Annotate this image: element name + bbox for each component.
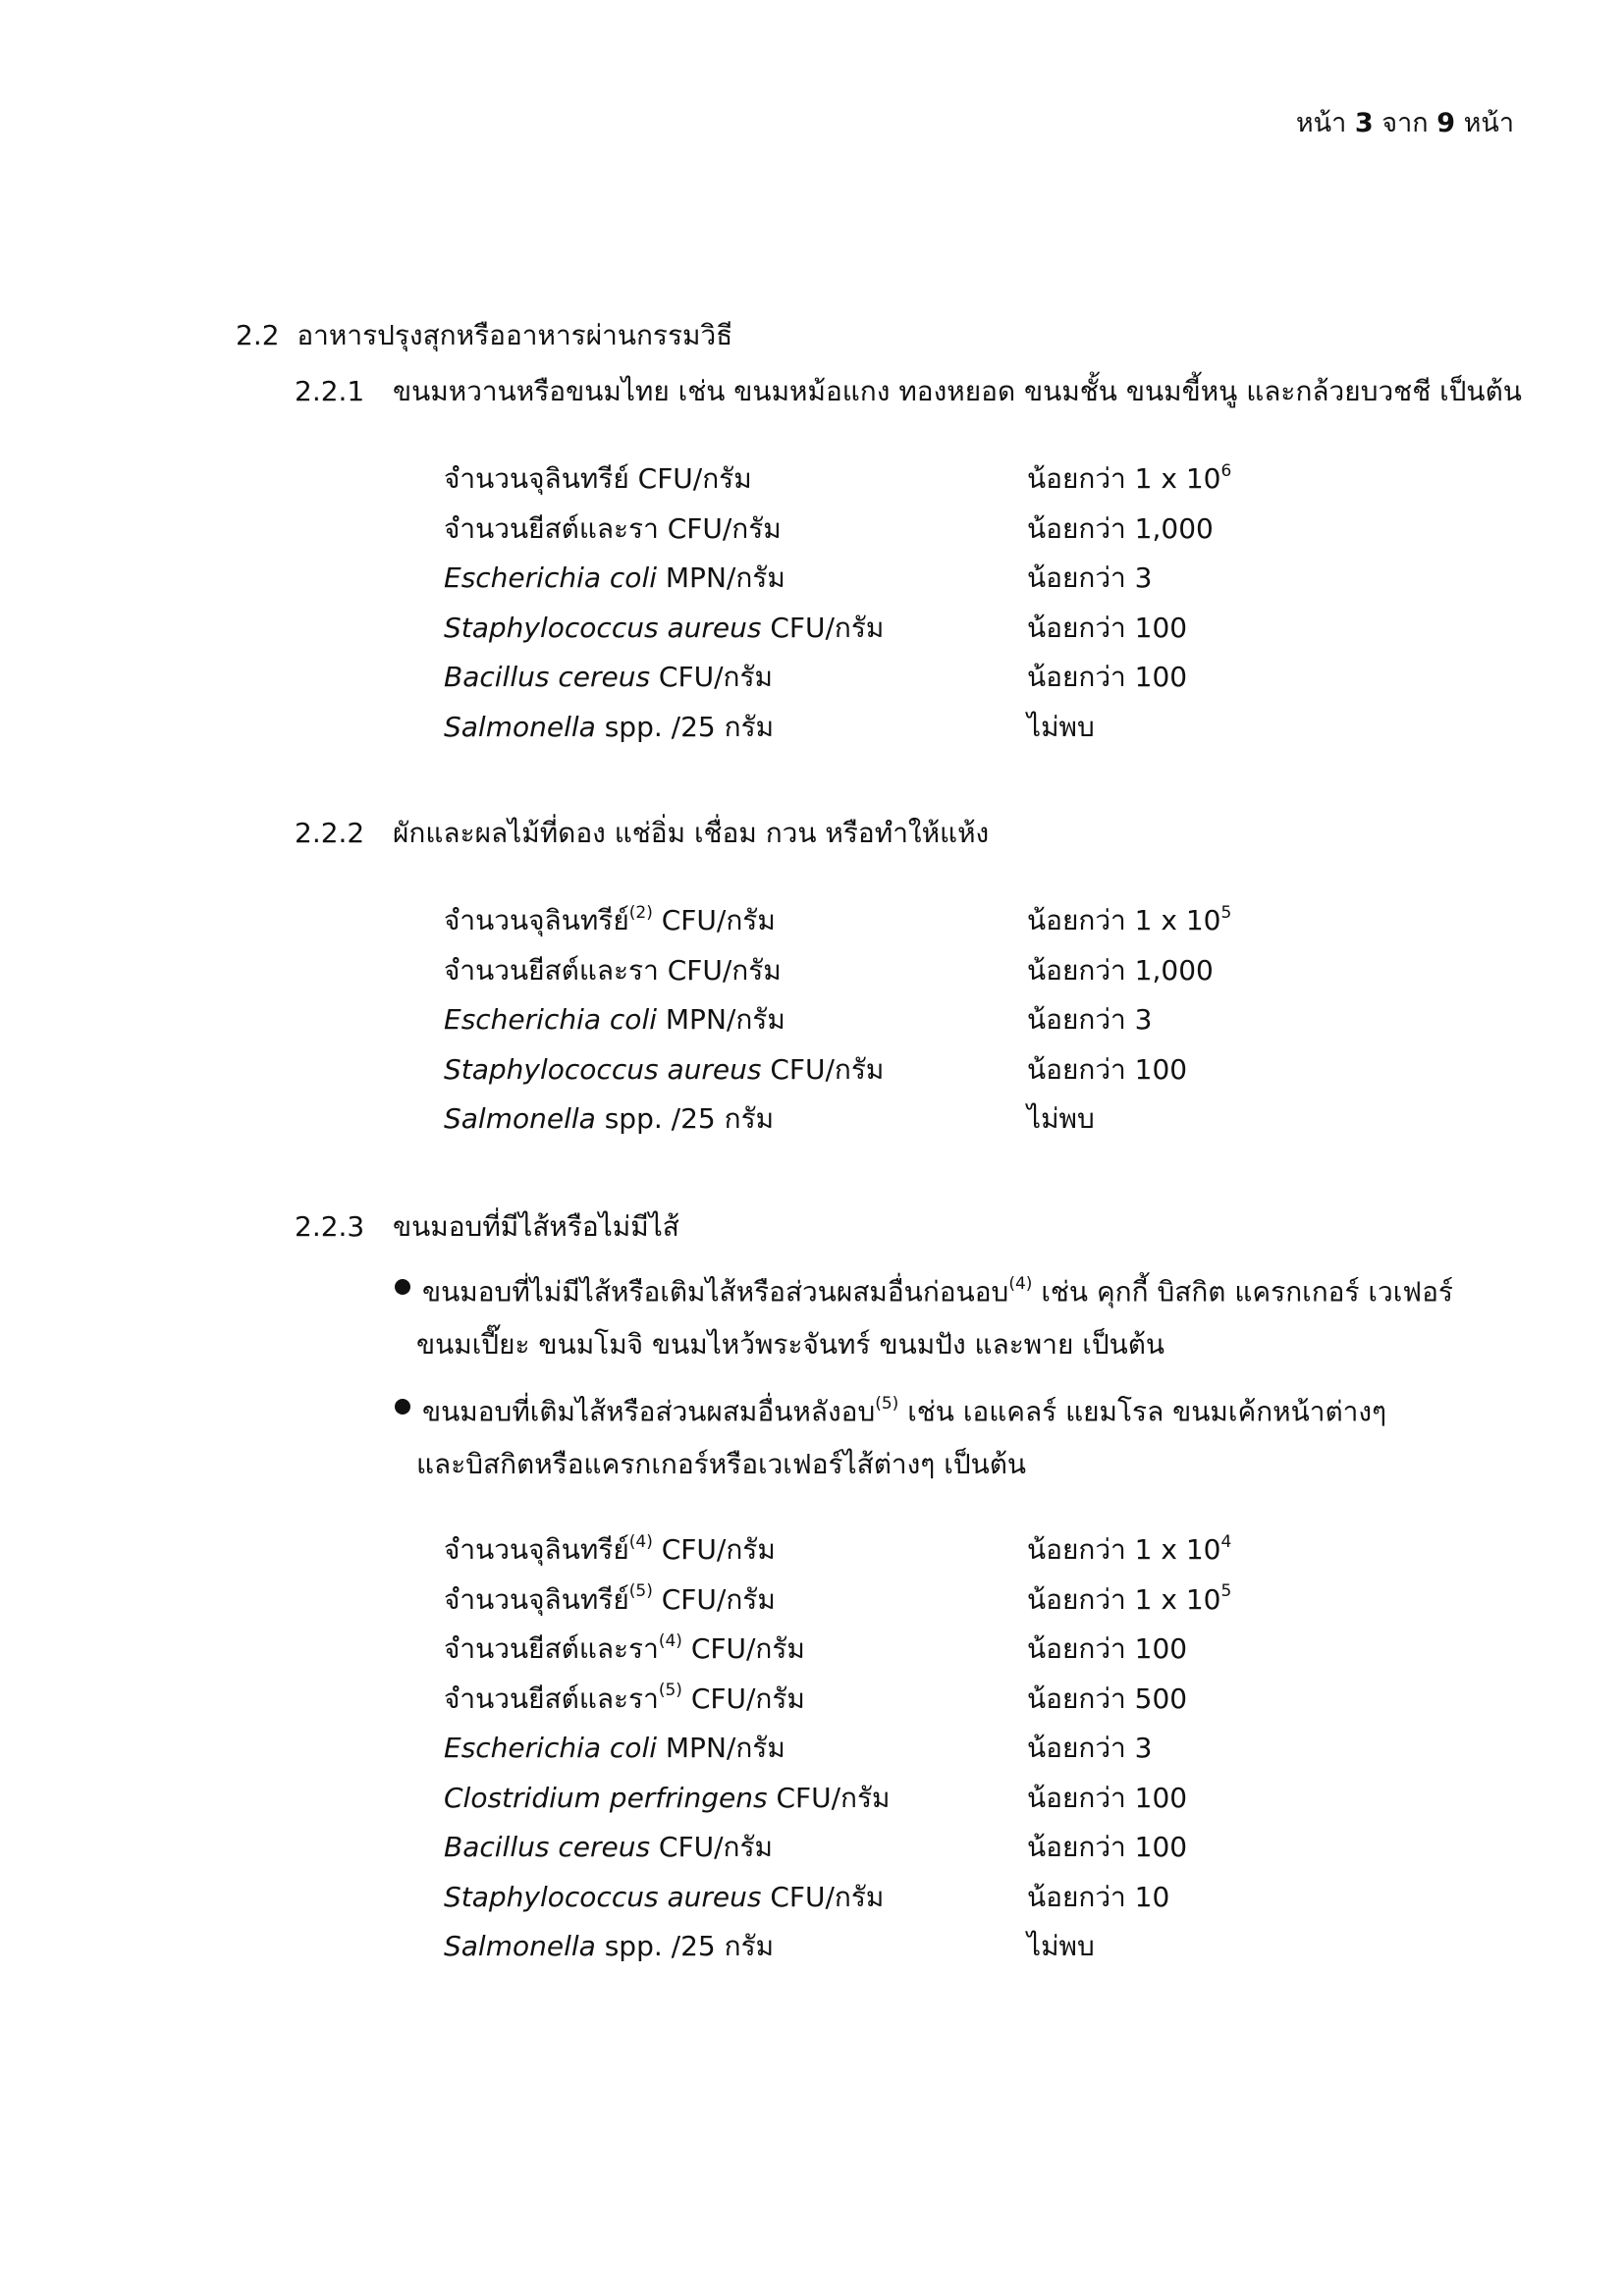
organism-name: Bacillus cereus bbox=[444, 1831, 651, 1863]
criterion-limit: น้อยกว่า 1 x $10^4$ bbox=[1027, 1531, 1232, 1566]
criteria-row bbox=[444, 899, 1327, 942]
subsection-heading-222 bbox=[295, 812, 989, 855]
criteria-row bbox=[444, 1727, 1327, 1770]
page-middle: จาก bbox=[1381, 108, 1429, 138]
criterion-name: จำนวนจุลินทรีย์$^{(5)}$ CFU/กรัม bbox=[444, 1581, 776, 1616]
organism-name: Escherichia coli bbox=[444, 561, 657, 594]
page-number bbox=[1296, 101, 1514, 143]
criteria-row bbox=[444, 1777, 1327, 1820]
criteria-row bbox=[444, 949, 1327, 992]
bullet-line-2: ขนมเปี๊ยะ ขนมโมจิ ขนมไหว้พระจันทร์ ขนมปัง และพาย เป็นต้น bbox=[416, 1328, 1165, 1361]
criteria-row bbox=[444, 457, 1327, 501]
footnote-marker: (4) bbox=[628, 1531, 653, 1552]
criteria-row bbox=[444, 507, 1327, 551]
page-current: 3 bbox=[1354, 108, 1374, 138]
criterion-limit: น้อยกว่า 100 bbox=[1027, 1831, 1188, 1863]
organism-name: Clostridium perfringens bbox=[444, 1781, 768, 1814]
criterion-name: Bacillus cereus CFU/กรัม bbox=[444, 661, 773, 693]
exponent: 4 bbox=[1220, 1531, 1232, 1552]
bullet-dot bbox=[395, 1279, 410, 1295]
criterion-name: Salmonella spp. /25 กรัม bbox=[444, 1102, 775, 1135]
organism-name: Staphylococcus aureus bbox=[444, 611, 762, 644]
criterion-limit: น้อยกว่า 1,000 bbox=[1027, 511, 1214, 545]
page-suffix: หน้า bbox=[1463, 108, 1514, 138]
page-total: 9 bbox=[1436, 108, 1455, 138]
criterion-limit: น้อยกว่า 1,000 bbox=[1027, 953, 1214, 987]
criteria-row bbox=[444, 1925, 1327, 1968]
criterion-name: Bacillus cereus CFU/กรัม bbox=[444, 1831, 773, 1863]
criteria-row bbox=[444, 557, 1327, 600]
criterion-limit: น้อยกว่า 100 bbox=[1027, 611, 1188, 644]
organism-name: Bacillus cereus bbox=[444, 661, 651, 693]
subsection-number: 2.2.2 bbox=[295, 817, 365, 849]
criterion-name: จำนวนยีสต์และรา$^{(4)}$ CFU/กรัม bbox=[444, 1630, 805, 1665]
criterion-name: จำนวนยีสต์และรา CFU/กรัม bbox=[444, 511, 782, 545]
criterion-limit: น้อยกว่า 3 bbox=[1027, 561, 1153, 594]
criterion-limit: น้อยกว่า 100 bbox=[1027, 1632, 1188, 1665]
criteria-row bbox=[444, 1578, 1327, 1622]
section-number: 2.2 bbox=[236, 319, 280, 351]
criteria-row bbox=[444, 1678, 1327, 1721]
footnote-marker: (5) bbox=[628, 1581, 653, 1602]
criterion-name: จำนวนจุลินทรีย์$^{(2)}$ CFU/กรัม bbox=[444, 902, 776, 936]
footnote-marker: (5) bbox=[658, 1681, 682, 1701]
criterion-name: Staphylococcus aureus CFU/กรัม bbox=[444, 611, 885, 644]
criterion-limit: ไม่พบ bbox=[1027, 1102, 1095, 1135]
subsection-title: ขนมอบที่มีไส้หรือไม่มีไส้ bbox=[393, 1210, 679, 1243]
exponent: 6 bbox=[1220, 460, 1232, 481]
criterion-name: Clostridium perfringens CFU/กรัม bbox=[444, 1781, 891, 1814]
exponent: 5 bbox=[1220, 902, 1232, 923]
subsection-heading-223 bbox=[295, 1205, 679, 1249]
page-prefix: หน้า bbox=[1295, 108, 1347, 138]
criteria-row bbox=[444, 607, 1327, 650]
section-heading bbox=[236, 314, 732, 357]
subsection-title: ผักและผลไม้ที่ดอง แช่อิ่ม เชื่อม กวน หรือทำให้แห้ง bbox=[393, 817, 990, 849]
criterion-name: จำนวนจุลินทรีย์ CFU/กรัม bbox=[444, 462, 752, 495]
footnote-marker: (2) bbox=[628, 902, 653, 923]
criterion-limit: น้อยกว่า 3 bbox=[1027, 1003, 1153, 1036]
section-title: อาหารปรุงสุกหรืออาหารผ่านกรรมวิธี bbox=[297, 319, 733, 351]
criterion-name: Staphylococcus aureus CFU/กรัม bbox=[444, 1880, 885, 1913]
criterion-limit: น้อยกว่า 1 x $10^5$ bbox=[1027, 1581, 1232, 1616]
criterion-limit: ไม่พบ bbox=[1027, 1930, 1095, 1962]
criterion-limit: น้อยกว่า 100 bbox=[1027, 661, 1188, 693]
organism-name: Salmonella bbox=[444, 1102, 596, 1135]
bullet-line-1: ขนมอบที่ไม่มีไส้หรือเติมไส้หรือส่วนผสมอื่นก่อนอบ$^{(4)}$ เช่น คุกกี้ บิสกิต แครกเกอร์ เวเฟอร์ bbox=[422, 1274, 1453, 1308]
criterion-name: Salmonella spp. /25 กรัม bbox=[444, 710, 775, 743]
criteria-row bbox=[444, 1097, 1327, 1141]
criteria-row bbox=[444, 1876, 1327, 1919]
subsection-number: 2.2.1 bbox=[295, 375, 365, 407]
criterion-limit: น้อยกว่า 1 x $10^5$ bbox=[1027, 902, 1232, 936]
criteria-row bbox=[444, 706, 1327, 749]
organism-name: Salmonella bbox=[444, 710, 596, 743]
organism-name: Staphylococcus aureus bbox=[444, 1880, 762, 1913]
subsection-title: ขนมหวานหรือขนมไทย เช่น ขนมหม้อแกง ทองหยอด ขนมชั้น ขนมขี้หนู และกล้วยบวชชี เป็นต้น bbox=[393, 375, 1522, 407]
criterion-limit: น้อยกว่า 1 x $10^6$ bbox=[1027, 460, 1232, 495]
organism-name: Escherichia coli bbox=[444, 1003, 657, 1036]
subsection-number: 2.2.3 bbox=[295, 1210, 365, 1243]
bullet-line-1: ขนมอบที่เติมไส้หรือส่วนผสมอื่นหลังอบ$^{(5)}$ เช่น เอแคลร์ แยมโรล ขนมเค้กหน้าต่างๆ bbox=[422, 1394, 1387, 1428]
footnote-marker: (4) bbox=[658, 1630, 682, 1651]
criterion-limit: ไม่พบ bbox=[1027, 710, 1095, 743]
criteria-row bbox=[444, 1528, 1327, 1572]
organism-name: Escherichia coli bbox=[444, 1732, 657, 1764]
criteria-row bbox=[444, 998, 1327, 1041]
criteria-row bbox=[444, 1826, 1327, 1869]
criterion-limit: น้อยกว่า 10 bbox=[1027, 1880, 1170, 1913]
criterion-name: จำนวนยีสต์และรา CFU/กรัม bbox=[444, 953, 782, 987]
subsection-heading-221 bbox=[295, 370, 1522, 413]
bullet-dot bbox=[395, 1399, 410, 1415]
criterion-name: Staphylococcus aureus CFU/กรัม bbox=[444, 1052, 885, 1086]
criterion-limit: น้อยกว่า 100 bbox=[1027, 1781, 1188, 1814]
criterion-limit: น้อยกว่า 100 bbox=[1027, 1052, 1188, 1086]
criterion-limit: น้อยกว่า 3 bbox=[1027, 1732, 1153, 1764]
criteria-row bbox=[444, 656, 1327, 699]
criterion-name: Escherichia coli MPN/กรัม bbox=[444, 1003, 785, 1036]
criterion-name: Escherichia coli MPN/กรัม bbox=[444, 561, 785, 594]
criterion-name: Escherichia coli MPN/กรัม bbox=[444, 1732, 785, 1764]
bullet-line-2: และบิสกิตหรือแครกเกอร์หรือเวเฟอร์ไส้ต่างๆ เป็นต้น bbox=[416, 1448, 1027, 1480]
criterion-name: จำนวนยีสต์และรา$^{(5)}$ CFU/กรัม bbox=[444, 1681, 805, 1715]
organism-name: Staphylococcus aureus bbox=[444, 1052, 762, 1086]
organism-name: Salmonella bbox=[444, 1930, 596, 1962]
criterion-limit: น้อยกว่า 500 bbox=[1027, 1682, 1188, 1715]
criterion-name: จำนวนจุลินทรีย์$^{(4)}$ CFU/กรัม bbox=[444, 1531, 776, 1566]
criteria-row bbox=[444, 1048, 1327, 1092]
criteria-row bbox=[444, 1628, 1327, 1671]
exponent: 5 bbox=[1220, 1581, 1232, 1602]
criterion-name: Salmonella spp. /25 กรัม bbox=[444, 1930, 775, 1962]
